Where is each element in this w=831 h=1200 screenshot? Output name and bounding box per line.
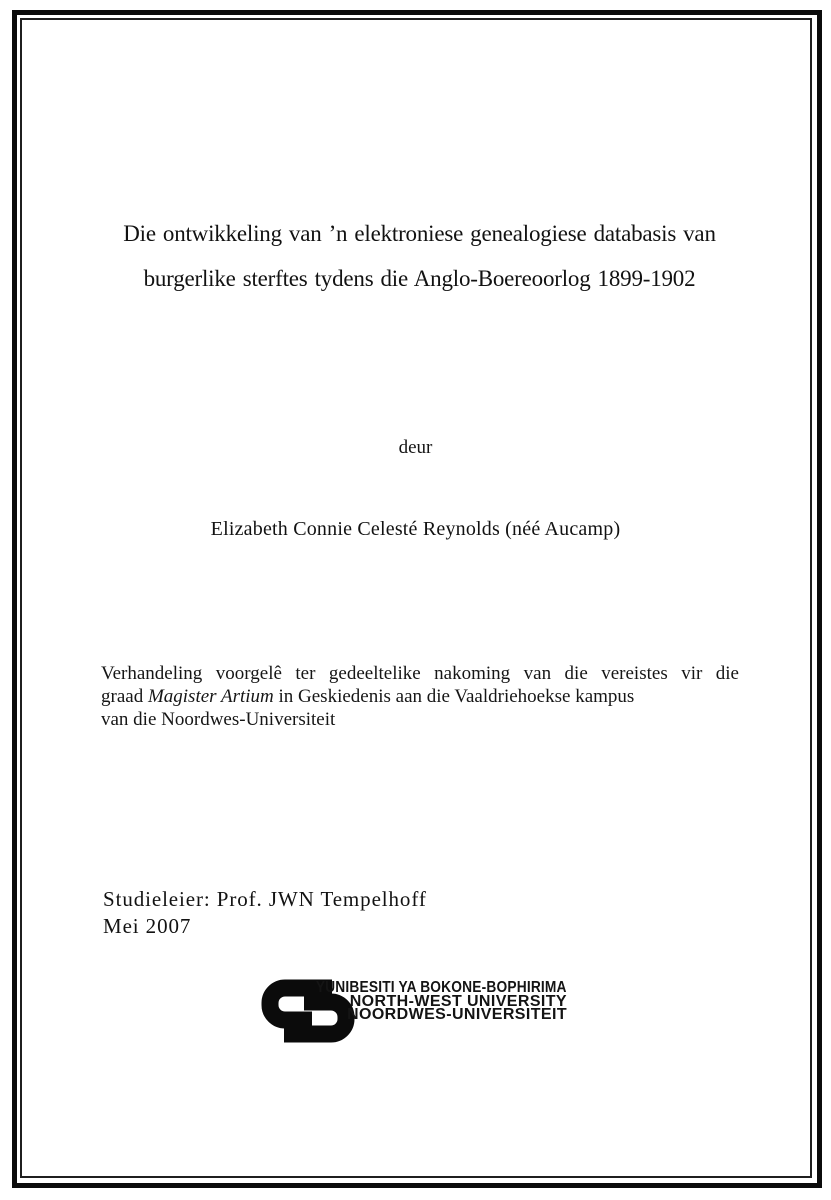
university-logo-text xyxy=(275,981,567,1022)
statement-line2-prefix: graad xyxy=(101,686,148,707)
degree-statement xyxy=(101,662,739,731)
statement-line1: Verhandeling voorgelê ter gedeeltelike nakoming van die vereistes vir die xyxy=(101,663,739,684)
statement-line3: van die Noordwes-Universiteit xyxy=(101,709,336,730)
degree-name: Magister Artium xyxy=(147,686,274,707)
supervisor-block xyxy=(103,886,427,940)
byline-label: deur xyxy=(398,437,433,458)
thesis-title-line1: Die ontwikkeling van ’n elektroniese genealogiese databasis van xyxy=(123,221,716,246)
thesis-title xyxy=(72,211,767,301)
supervisor-line: Studieleier: Prof. JWN Tempelhoff xyxy=(103,887,427,911)
thesis-title-line2: burgerlike sterftes tydens die Anglo-Boereoorlog 1899-1902 xyxy=(143,266,696,291)
statement-line2-suffix: in Geskiedenis aan die Vaaldriehoekse kampus xyxy=(273,686,635,707)
date-line: Mei 2007 xyxy=(103,914,192,938)
logo-line-setswana: YUNIBESITI YA BOKONE-BOPHIRIMA xyxy=(316,979,567,996)
logo-line-afrikaans: NOORDWES-UNIVERSITEIT xyxy=(347,1006,567,1023)
author-name: Elizabeth Connie Celesté Reynolds (néé Aucamp) xyxy=(210,518,621,540)
logo-line-english: NORTH-WEST UNIVERSITY xyxy=(349,992,567,1010)
statement-line2 xyxy=(101,685,739,708)
